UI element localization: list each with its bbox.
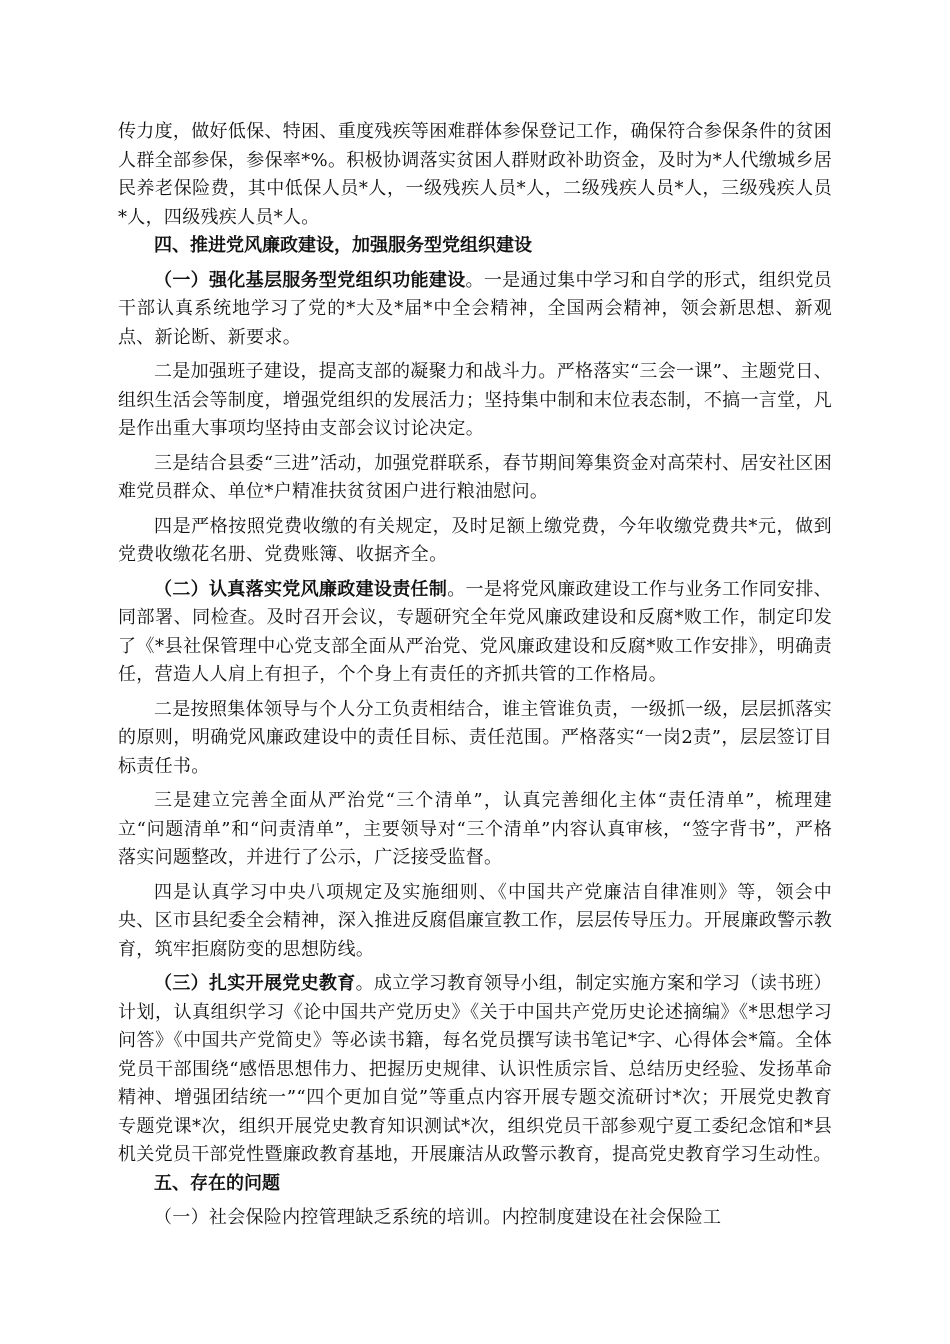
subheading-s4-3: （三）扎实开展党史教育 — [154, 973, 356, 994]
subheading-s4-1: （一）强化基层服务型党组织功能建设 — [154, 269, 466, 291]
document-body — [118, 118, 832, 1233]
paragraph-s4-2 — [118, 576, 832, 690]
section-5-title: 五、存在的问题 — [154, 1172, 280, 1194]
paragraph-s4-2-text: 。一是将党风廉政建设工作与业务工作同安排、同部署、同检查。及时召开会议，专题研究全年党风廉政建设和反腐*败工作，制定印发了《*县社保管理中心党支部全面从严治党、党风廉政建设和反腐*败工作安排》，明确责任，营造人人肩上有担子，个个身上有责任的齐抓共管的工作格局。 — [118, 578, 832, 685]
paragraph-s4-1-text: 。一是通过集中学习和自学的形式，组织党员干部认真系统地学习了党的*大及*届*中全会精神，全国两会精神，领会新思想、新观点、新论断、新要求。 — [118, 269, 832, 348]
paragraph-s4-2-2: 二是按照集体领导与个人分工负责相结合，谁主管谁负责，一级抓一级，层层抓落实的原则，明确党风廉政建设中的责任目标、责任范围。严格落实“一岗2责”，层层签订目标责任书。 — [118, 698, 832, 777]
paragraph-s4-3-text: 。成立学习教育领导小组，制定实施方案和学习（读书班）计划，认真组织学习《论中国共产党历史》《关于中国共产党历史论述摘编》《*思想学习问答》《中国共产党简史》等必读书籍，每名党员撰写读书笔记*字、心得体会*篇。全体党员干部围绕“感悟思想伟力、把握历史规律、认识性质宗旨、总结历史经验、发扬革命精神、增强团结统一”“四个更加自觉”等重点内容开展专题交流研讨*次；开展党史教育专题党课*次，组织开展党史教育知识测试*次，组织党员干部参观宁夏工委纪念馆和*县机关党员干部党性暨廉政教育基地，开展廉洁从政警示教育，提高党史教育学习生动性。 — [118, 973, 832, 1165]
paragraph-s5-1: （一）社会保险内控管理缺乏系统的培训。内控制度建设在社会保险工 — [154, 1207, 722, 1228]
subheading-s4-2: （二）认真落实党风廉政建设责任制 — [154, 578, 448, 600]
paragraph-s4-3 — [118, 970, 832, 1170]
paragraph-s4-1-3: 三是结合县委“三进”活动，加强党群联系，春节期间筹集资金对高荣村、居安社区困难党员群众、单位*户精准扶贫贫困户进行粮油慰问。 — [118, 452, 832, 502]
paragraph-s4-1-2: 二是加强班子建设，提高支部的凝聚力和战斗力。严格落实“三会一课”、主题党日、组织生活会等制度，增强党组织的发展活力；坚持集中制和末位表态制，不搞一言堂，凡是作出重大事项均坚持由支部会议讨论决定。 — [118, 361, 832, 439]
paragraph-intro: 传力度，做好低保、特困、重度残疾等困难群体参保登记工作，确保符合参保条件的贫困人群全部参保，参保率*%。积极协调落实贫困人群财政补助资金，及时为*人代缴城乡居民养老保险费，其中低保人员*人，一级残疾人员*人，二级残疾人员*人，三级残疾人员*人，四级残疾人员*人。 — [118, 121, 832, 228]
paragraph-s4-1 — [118, 267, 832, 353]
paragraph-s4-2-3: 三是建立完善全面从严治党“三个清单”，认真完善细化主体“责任清单”，梳理建立“问题清单”和“问责清单”，主要领导对“三个清单”内容认真审核，“签字背书”，严格落实问题整改，并进行了公示，广泛接受监督。 — [118, 790, 832, 868]
paragraph-s4-1-4: 四是严格按照党费收缴的有关规定，及时足额上缴党费，今年收缴党费共*元，做到党费收缴花名册、党费账簿、收据齐全。 — [118, 515, 832, 565]
paragraph-s4-2-4: 四是认真学习中央八项规定及实施细则、《中国共产党廉洁自律准则》等，领会中央、区市县纪委全会精神，深入推进反腐倡廉宣教工作，层层传导压力。开展廉政警示教育，筑牢拒腐防变的思想防线。 — [118, 881, 832, 960]
section-4-title: 四、推进党风廉政建设，加强服务型党组织建设 — [154, 235, 532, 256]
